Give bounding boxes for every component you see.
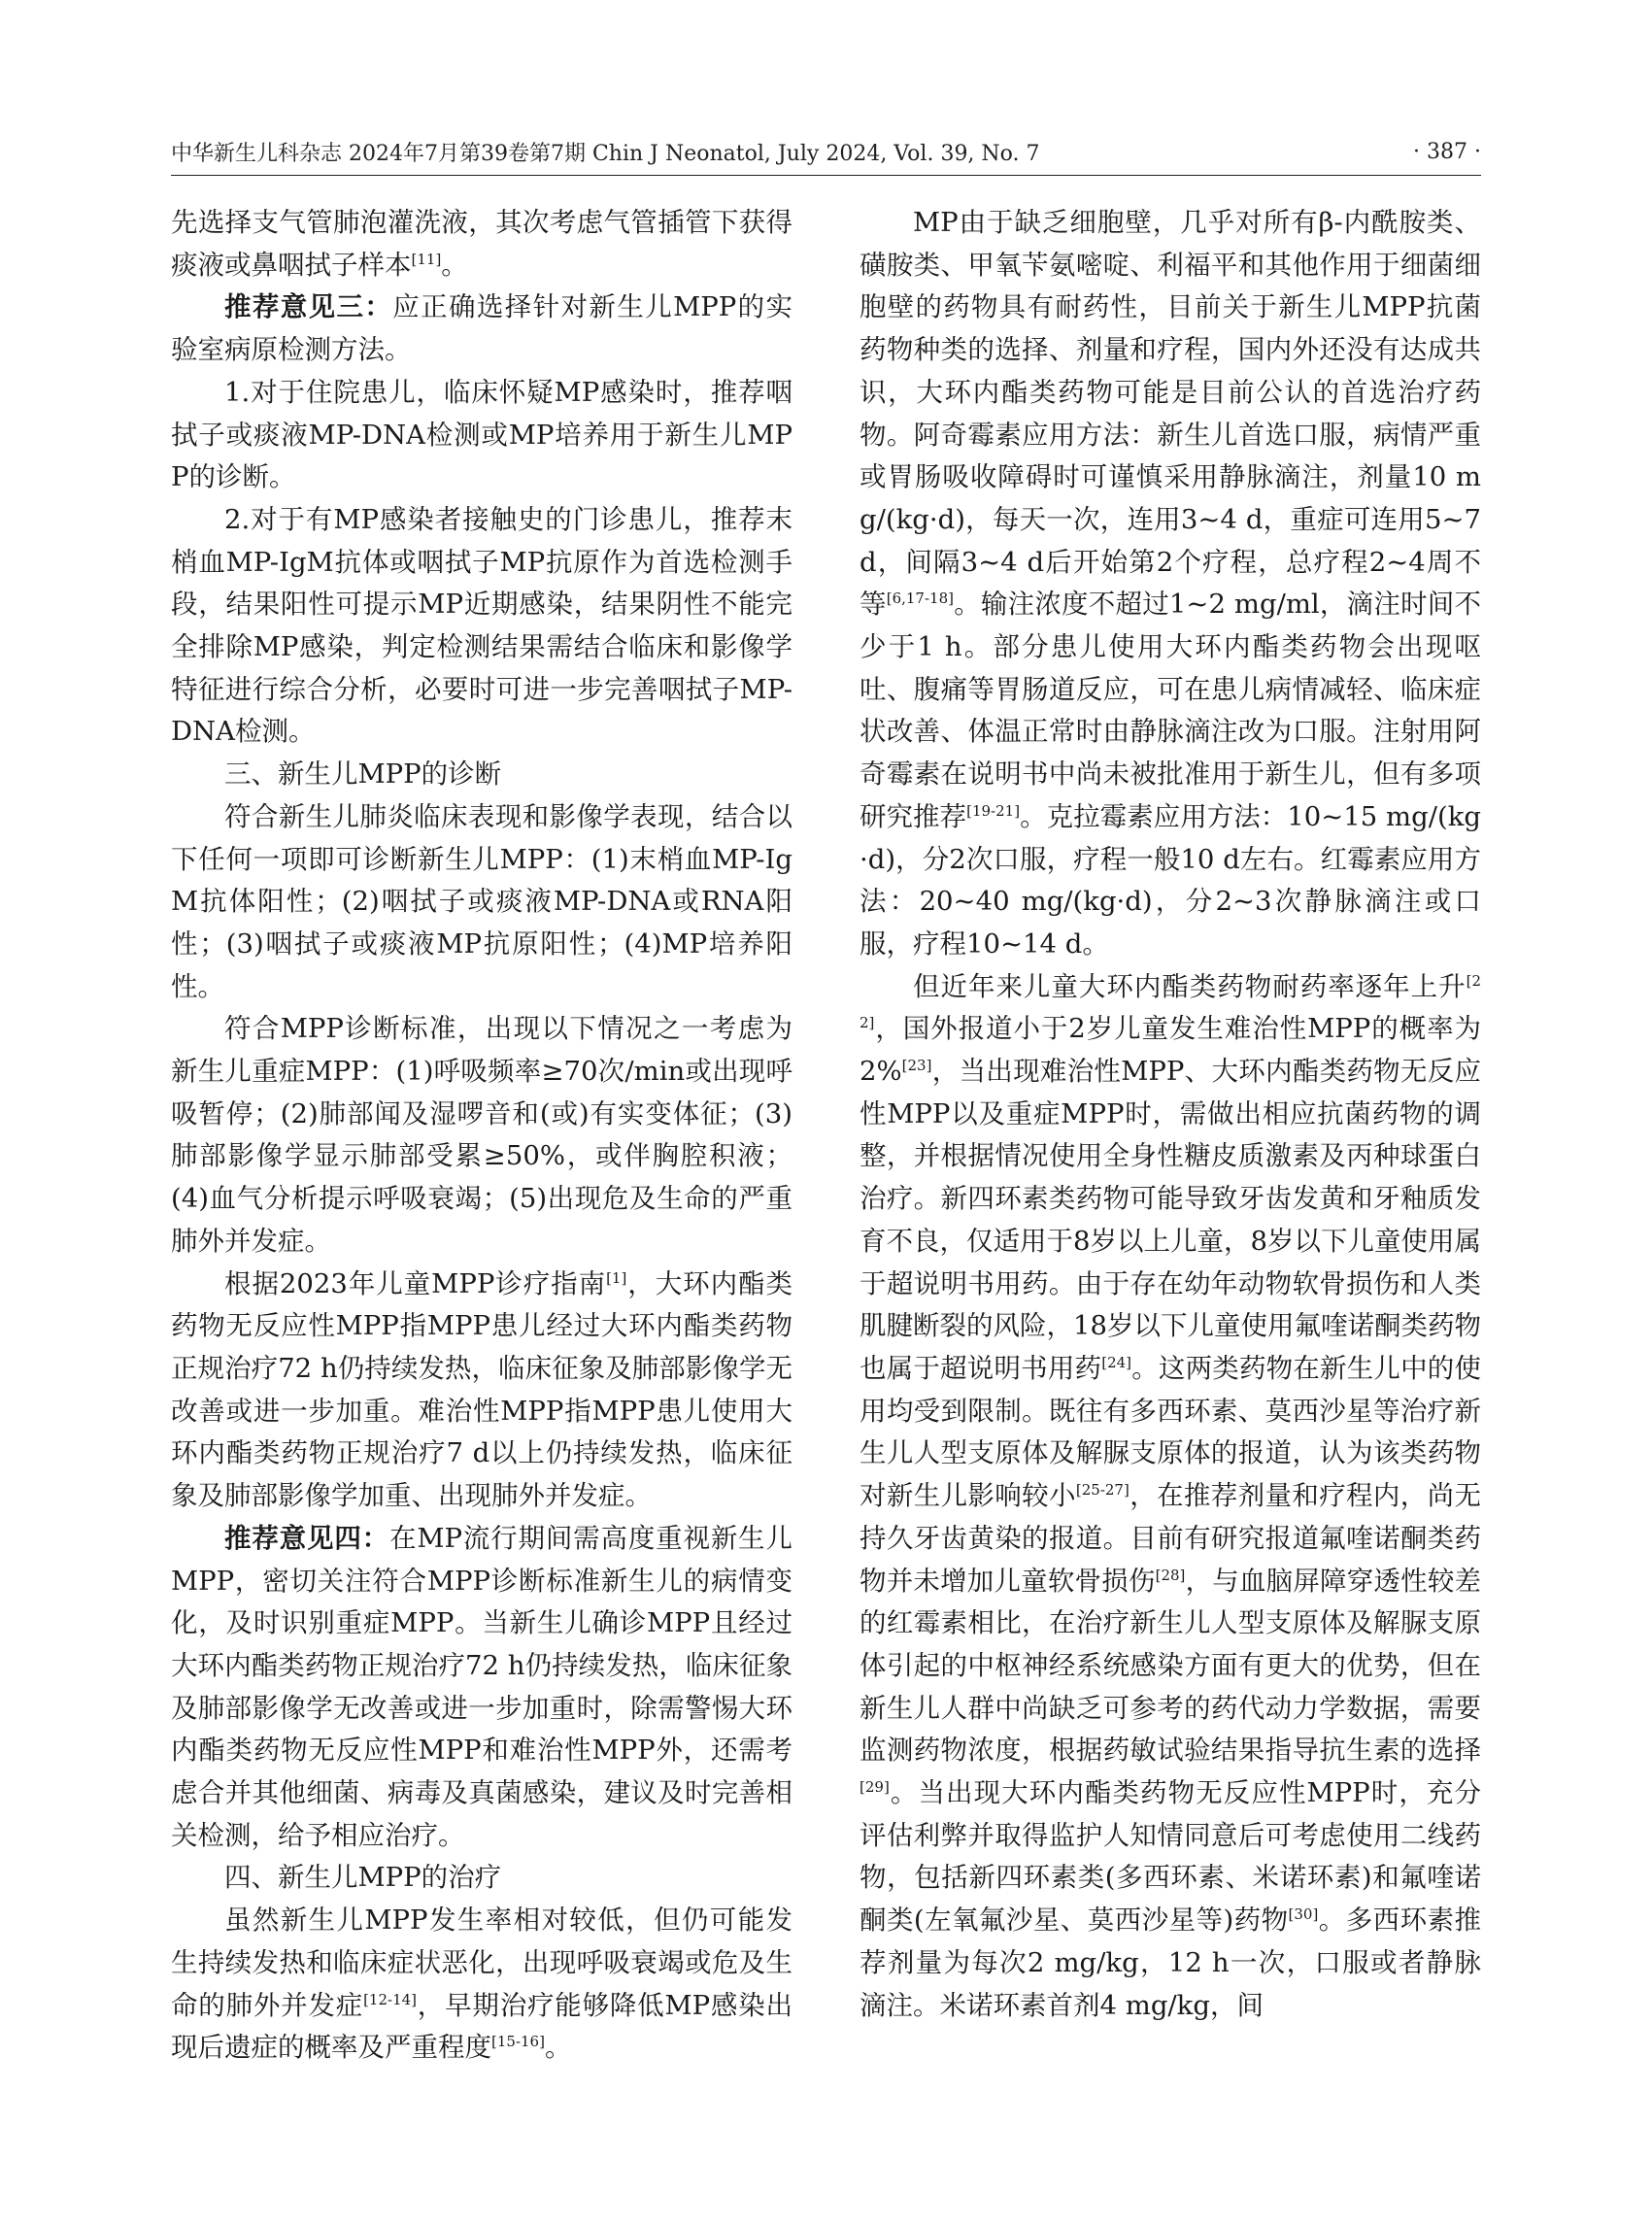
running-head (171, 132, 1481, 171)
paragraph: 2.对于有MP感染者接触史的门诊患儿，推荐末梢血MP-IgM抗体或咽拭子MP抗原作为首选检测手段，结果阳性可提示MP近期感染，结果阴性不能完全排除MP感染，判定检测结果需结合临床和影像学特征进行综合分析，必要时可进一步完善咽拭子MP-DNA检测。 (171, 503, 792, 748)
citation[interactable]: [12-14] (363, 1990, 418, 2008)
citation[interactable]: [22] (860, 971, 1481, 1032)
section-heading: 四、新生儿MPP的治疗 (224, 1862, 502, 1894)
recommendation-3: 推荐意见三：应正确选择针对新生儿MPP的实验室病原检测方法。 (171, 291, 792, 366)
paragraph: MP由于缺乏细胞壁，几乎对所有β-内酰胺类、磺胺类、甲氧苄氨嘧啶、利福平和其他作用于细菌细胞壁的药物具有耐药性，目前关于新生儿MPP抗菌药物种类的选择、剂量和疗程，国内外还没有达成共识，大环内酯类药物可能是目前公认的首选治疗药物。阿奇霉素应用方法：新生儿首选口服，病情严重或胃肠吸收障碍时可谨慎采用静脉滴注，剂量10 mg/(kg·d)，每天一次，连用3~4 d，重症可连用5~7 d，间隔3~4 d后开始第2个疗程，总疗程2~4周不等[6,17-18]。输注浓度不超过1~2 mg/ml，滴注时间不少于1 h。部分患儿使用大环内酯类药物会出现呕吐、腹痛等胃肠道反应，可在患儿病情减轻、临床症状改善、体温正常时由静脉滴注改为口服。注射用阿奇霉素在说明书中尚未被批准用于新生儿，但有多项研究推荐[19-21]。克拉霉素应用方法：10~15 mg/(kg·d)，分2次口服，疗程一般10 d左右。红霉素应用方法：20~40 mg/(kg·d)，分2~3次静脉滴注或口服，疗程10~14 d。 (860, 207, 1482, 960)
paragraph: 符合新生儿肺炎临床表现和影像学表现，结合以下任何一项即可诊断新生儿MPP：(1)末梢血MP-IgM抗体阳性；(2)咽拭子或痰液MP-DNA或RNA阳性；(3)咽拭子或痰液MP抗原阳性；(4)MP培养阳性。 (171, 800, 792, 1002)
citation[interactable]: [30] (1288, 1905, 1319, 1924)
citation[interactable]: [25-27] (1075, 1481, 1129, 1500)
citation[interactable]: [28] (1155, 1566, 1186, 1584)
header-rule (171, 175, 1481, 176)
paragraph: 虽然新生儿MPP发生率相对较低，但仍可能发生持续发热和临床症状恶化，出现呼吸衰竭或危及生命的肺外并发症[12-14]，早期治疗能够降低MP感染出现后遗症的概率及严重程度[15-16]。 (171, 1905, 792, 2064)
recommendation-label: 推荐意见三： (224, 291, 393, 323)
page-number: · 387 · (1413, 139, 1481, 164)
journal-citation: 中华新生儿科杂志 2024年7月第39卷第7期 Chin J Neonatol, July 2024, Vol. 39, No. 7 (171, 141, 1040, 166)
right-column (860, 202, 1481, 2027)
paragraph: 符合MPP诊断标准，出现以下情况之一考虑为新生儿重症MPP：(1)呼吸频率≥70次/min或出现呼吸暂停；(2)肺部闻及湿啰音和(或)有实变体征；(3)肺部影像学显示肺部受累≥50%，或伴胸腔积液；(4)血气分析提示呼吸衰竭；(5)出现危及生命的严重肺外并发症。 (171, 1013, 792, 1257)
citation[interactable]: [19-21] (966, 801, 1021, 820)
paragraph: 但近年来儿童大环内酯类药物耐药率逐年上升[22]，国外报道小于2岁儿童发生难治性MPP的概率为2%[23]，当出现难治性MPP、大环内酯类药物无反应性MPP以及重症MPP时，需做出相应抗菌药物的调整，并根据情况使用全身性糖皮质激素及丙种球蛋白治疗。新四环素类药物可能导致牙齿发黄和牙釉质发育不良，仅适用于8岁以上儿童，8岁以下儿童使用属于超说明书用药。由于存在幼年动物软骨损伤和人类肌腱断裂的风险，18岁以下儿童使用氟喹诺酮类药物也属于超说明书用药[24]。这两类药物在新生儿中的使用均受到限制。既往有多西环素、莫西沙星等治疗新生儿人型支原体及解脲支原体的报道，认为该类药物对新生儿影响较小[25-27]，在推荐剂量和疗程内，尚无持久牙齿黄染的报道。目前有研究报道氟喹诺酮类药物并未增加儿童软骨损伤[28]，与血脑屏障穿透性较差的红霉素相比，在治疗新生儿人型支原体及解脲支原体引起的中枢神经系统感染方面有更大的优势，但在新生儿人群中尚缺乏可参考的药代动力学数据，需要监测药物浓度，根据药敏试验结果指导抗生素的选择[29]。当出现大环内酯类药物无反应性MPP时，充分评估利弊并取得监护人知情同意后可考虑使用二线药物，包括新四环素类(多西环素、米诺环素)和氟喹诺酮类(左氧氟沙星、莫西沙星等)药物[30]。多西环素推荐剂量为每次2 mg/kg，12 h一次，口服或者静脉滴注。米诺环素首剂4 mg/kg，间 (860, 970, 1482, 2021)
citation[interactable]: [15-16] (491, 2033, 545, 2051)
citation[interactable]: [6,17-18] (886, 590, 954, 608)
paragraph: 根据2023年儿童MPP诊疗指南[1]，大环内酯类药物无反应性MPP指MPP患儿经过大环内酯类药物正规治疗72 h仍持续发热，临床征象及肺部影像学无改善或进一步加重。难治性MPP指MPP患儿使用大环内酯类药物正规治疗7 d以上仍持续发热，临床征象及肺部影像学加重、出现肺外并发症。 (171, 1267, 793, 1512)
citation[interactable]: [1] (606, 1268, 627, 1287)
paragraph: 1.对于住院患儿，临床怀疑MP感染时，推荐咽拭子或痰液MP-DNA检测或MP培养用于新生儿MPP的诊断。 (171, 376, 792, 493)
citation[interactable]: [11] (411, 250, 442, 268)
citation[interactable]: [24] (1101, 1353, 1132, 1371)
recommendation-label: 推荐意见四： (224, 1522, 389, 1554)
left-column (171, 202, 792, 2070)
recommendation-4: 推荐意见四：在MP流行期间需高度重视新生儿MPP，密切关注符合MPP诊断标准新生儿的病情变化，及时识别重症MPP。当新生儿确诊MPP且经过大环内酯类药物正规治疗72 h仍持续发热，临床征象及肺部影像学无改善或进一步加重时，除需警惕大环内酯类药物无反应性MPP和难治性MPP外，还需考虑合并其他细菌、病毒及真菌感染，建议及时完善相关检测，给予相应治疗。 (171, 1522, 792, 1851)
section-heading: 三、新生儿MPP的诊断 (224, 759, 502, 791)
citation[interactable]: [29] (860, 1778, 890, 1797)
paragraph: 先选择支气管肺泡灌洗液，其次考虑气管插管下获得痰液或鼻咽拭子样本[11]。 (171, 207, 792, 281)
citation[interactable]: [23] (901, 1057, 932, 1075)
